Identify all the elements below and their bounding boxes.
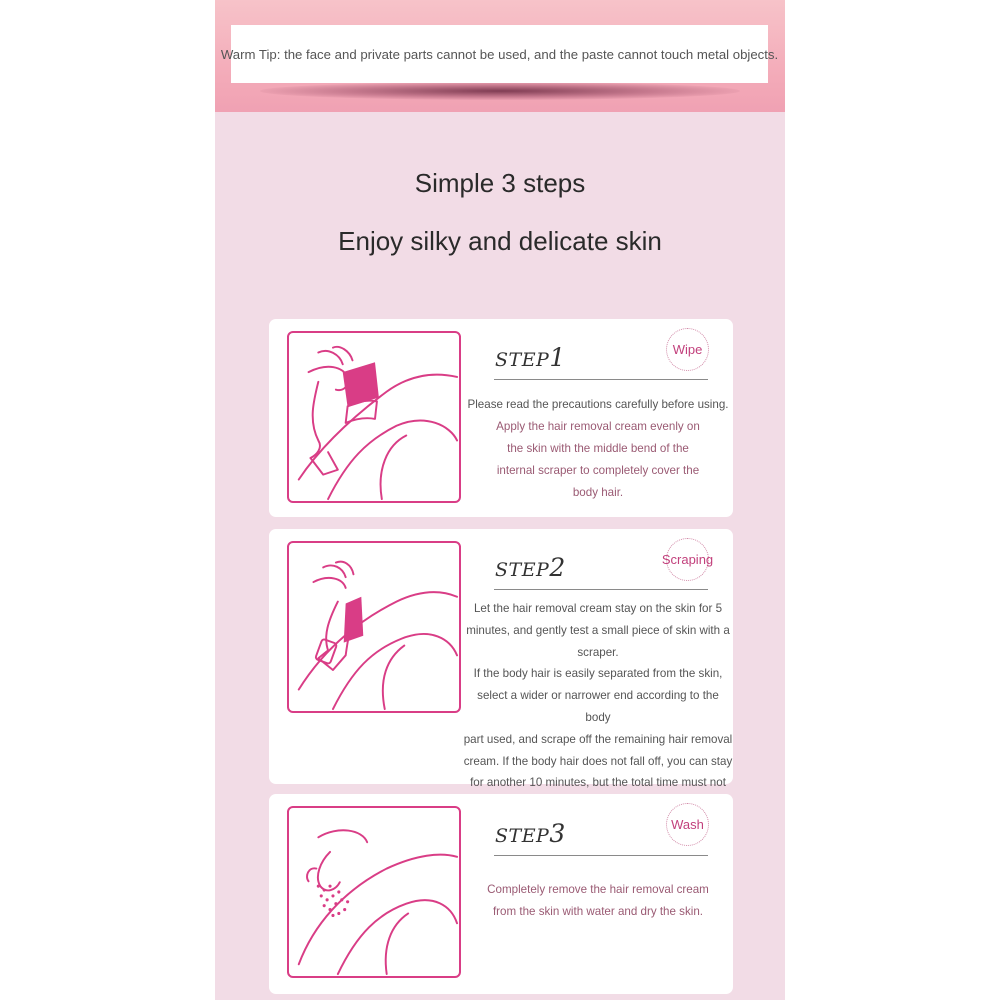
step-2-line: If the body hair is easily separated from the skin, <box>473 667 723 681</box>
step-2-line: for another 10 minutes, but the total time must not <box>470 776 726 790</box>
step-1-body-line: body hair. <box>572 486 624 499</box>
step-1-badge: Wipe <box>666 328 709 371</box>
banner-shadow <box>260 82 740 100</box>
step-2-line: select a wider or narrower end according to the body <box>477 689 719 724</box>
applying-cream-on-leg-illustration <box>287 331 461 503</box>
step-card-2 <box>269 529 733 790</box>
step-2-line: scraper. <box>577 645 619 659</box>
step-3-body-line: Completely remove the hair removal cream <box>487 883 709 896</box>
step-1-body-line: the skin with the middle bend of the <box>507 442 689 455</box>
step-1-lead: Please read the precautions carefully before using. <box>467 398 729 411</box>
step-1-divider <box>494 379 708 380</box>
heading-simple-steps: Simple 3 steps <box>414 168 586 198</box>
step-3-divider <box>494 855 708 856</box>
step-2-divider <box>494 589 708 590</box>
step-1-number: 1 <box>549 343 566 372</box>
step-2-line: minutes, and gently test a small piece of skin with a <box>466 623 730 637</box>
step-2-line: cream. If the body hair does not fall off, you can stay <box>463 754 733 768</box>
step-card-3 <box>269 794 733 994</box>
step-3-body-line: from the skin with water and dry the skin. <box>492 905 704 918</box>
product-panel <box>215 0 785 1000</box>
warm-tip-box <box>220 25 779 83</box>
step-2-line: part used, and scrape off the remaining hair removal <box>463 732 733 746</box>
heading-silky-skin: Enjoy silky and delicate skin <box>338 226 662 256</box>
step-3-badge: Wash <box>666 803 709 846</box>
step-1-body-line: internal scraper to completely cover the <box>496 464 700 477</box>
scraping-leg-illustration <box>287 541 461 713</box>
washing-leg-illustration <box>287 806 461 978</box>
step-2-number: 2 <box>549 553 566 582</box>
step-2-word: STEP <box>495 559 550 581</box>
step-1-label <box>495 343 566 372</box>
step-2-label <box>495 553 566 582</box>
step-1-description <box>463 394 733 504</box>
warm-tip-banner <box>215 0 785 112</box>
step-1-body-line: Apply the hair removal cream evenly on <box>496 420 700 433</box>
step-3-word: STEP <box>495 825 550 847</box>
step-2-badge: Scraping <box>666 538 709 581</box>
step-3-label <box>495 819 566 848</box>
step-3-number: 3 <box>549 819 566 848</box>
step-2-description <box>463 598 733 816</box>
warm-tip-text: Warm Tip: the face and private parts cannot be used, and the paste cannot touch metal objects. <box>220 46 779 62</box>
step-2-line: Let the hair removal cream stay on the skin for 5 <box>473 602 723 615</box>
step-1-word: STEP <box>495 349 550 371</box>
step-3-description <box>463 879 733 923</box>
step-card-1 <box>269 319 733 517</box>
